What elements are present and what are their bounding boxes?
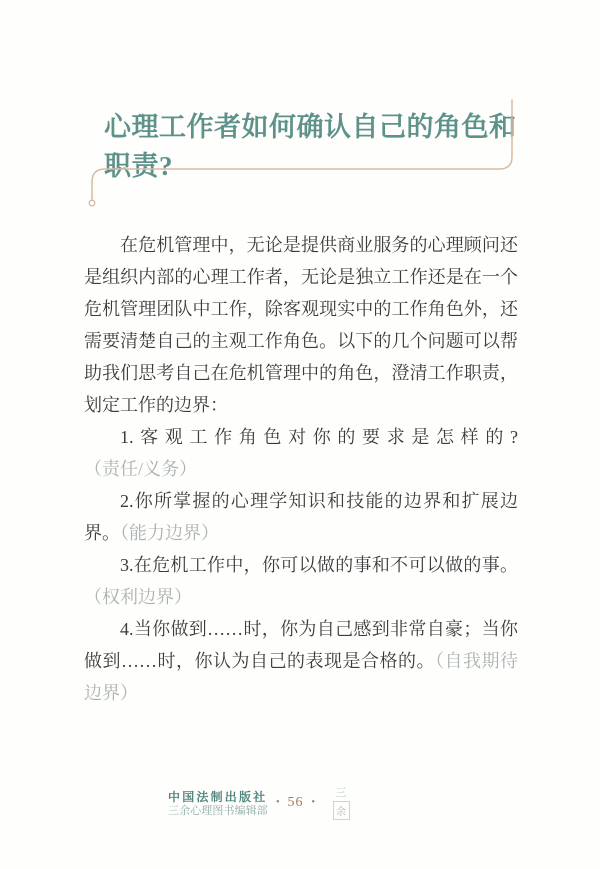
page-number: 56 [287, 795, 304, 810]
publisher-block [168, 791, 278, 817]
sanyu-logo-boxed-char [333, 801, 350, 820]
page-footer [0, 786, 600, 832]
body-text [84, 229, 518, 709]
page-number-bullet-left: • [276, 797, 280, 808]
paragraph-intro [84, 229, 518, 421]
list-item-3-note: （权利边界） [84, 587, 192, 607]
list-item-2 [84, 485, 518, 549]
paragraph-intro-text: 在危机管理中，无论是提供商业服务的心理顾问还是组织内部的心理工作者，无论是独立工作还是在一个危机管理团队中工作，除客观现实中的工作角色外，还需要清楚自己的主观工作角色。以下的几个问题可以帮助我们思考自己在危机管理中的角色，澄清工作职责，划定工作的边界： [84, 235, 518, 415]
list-item-1-note: （责任/义务） [84, 459, 198, 479]
list-item-4 [84, 613, 518, 709]
list-item-3 [84, 549, 518, 613]
list-item-1-text: 1.客观工作角色对你的要求是怎样的? [120, 427, 518, 447]
list-item-2-note: （能力边界） [120, 523, 219, 543]
list-item-4-text: 4.当你做到……时，你为自己感到非常自豪；当你做到……时，你认为自己的表现是合格的。 [84, 619, 518, 671]
list-item-4-note: （自我期待边界） [84, 651, 518, 703]
sanyu-logo [332, 787, 350, 820]
list-item-1 [84, 421, 518, 485]
publisher-name: 中国法制出版社 [168, 790, 268, 804]
page-number-bullet-right: • [311, 797, 316, 808]
list-item-2-text: 2.你所掌握的心理学知识和技能的边界和扩展边界。 [84, 491, 518, 543]
list-item-3-text: 3.在危机工作中，你可以做的事和不可以做的事。 [120, 555, 518, 575]
publisher-department: 三余心理图书编辑部 [168, 805, 268, 817]
page-title: 心理工作者如何确认自己的角色和职责? [104, 112, 517, 182]
sanyu-logo-bottom-char: 余 [336, 807, 346, 818]
sanyu-logo-top-char: 三 [335, 787, 347, 799]
page-number-block [276, 796, 315, 810]
